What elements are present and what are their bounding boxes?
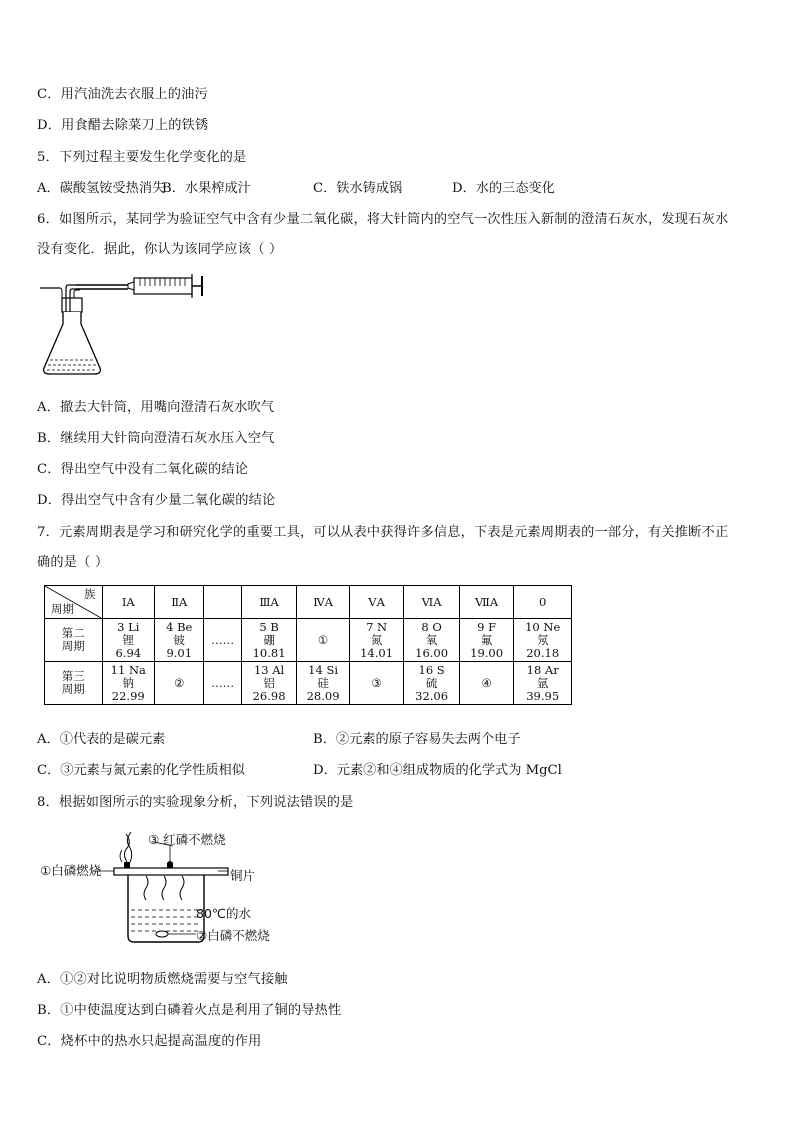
question-7-options-row1	[37, 728, 757, 746]
element-cell: 3 Li 锂 6.94	[102, 619, 154, 662]
corner-label-period: 周期	[51, 602, 74, 616]
element-cell: 18 Ar 氩 39.95	[514, 662, 572, 705]
question-8-stem: 8．根据如图所示的实验现象分析，下列说法错误的是	[37, 795, 354, 810]
combustion-experiment-figure	[36, 824, 296, 948]
blank-element-marker: ②	[155, 662, 204, 705]
ellipsis-cell: ……	[204, 662, 241, 705]
element-cell: 10 Ne 氖 20.18	[514, 619, 572, 662]
table-corner-cell	[45, 586, 103, 619]
question-6-stem-line1: 6．如图所示，某同学为验证空气中含有少量二氧化碳，将大针筒内的空气一次性压入新制的澄清石灰水，发现石灰水	[37, 212, 729, 227]
question-7-stem-line2: 确的是（ ）	[37, 555, 109, 570]
option-b-q7: B．②元素的原子容易失去两个电子	[313, 732, 521, 747]
option-b-q6: B．继续用大针筒向澄清石灰水压入空气	[37, 431, 275, 446]
blank-element-marker: ④	[459, 662, 514, 705]
option-d-q7: D．元素②和④组成物质的化学式为 MgCl	[313, 763, 562, 778]
question-5-options	[37, 177, 757, 195]
question-7-options-row2	[37, 759, 757, 777]
option-c-q6: C．得出空气中没有二氧化碳的结论	[37, 462, 249, 477]
period-label: 第三 周期	[45, 662, 103, 705]
element-cell: 9 F 氟 19.00	[459, 619, 514, 662]
label-red-phosphorus: ③ 红磷不燃烧	[148, 832, 226, 847]
ellipsis-cell: ……	[204, 619, 241, 662]
group-header: ⅤA	[349, 586, 404, 619]
option-d-q4: D．用食醋去除菜刀上的铁锈	[37, 118, 209, 133]
option-a-q8: A．①②对比说明物质燃烧需要与空气接触	[37, 972, 288, 987]
question-5-stem: 5．下列过程主要发生化学变化的是	[37, 150, 247, 165]
element-cell: 7 N 氮 14.01	[349, 619, 404, 662]
option-a-q5: A．碳酸氢铵受热消失	[37, 181, 166, 196]
label-white-phosphorus-not-burning: ②白磷不燃烧	[196, 928, 270, 943]
corner-label-group: 族	[84, 587, 96, 601]
question-6-stem-line2: 没有变化．据此，你认为该同学应该（ ）	[37, 242, 283, 257]
syringe-flask-figure	[36, 268, 216, 378]
question-7-stem-line1: 7．元素周期表是学习和研究化学的重要工具，可以从表中获得许多信息，下表是元素周期表的一部分，有关推断不正	[37, 525, 729, 540]
group-header: 0	[514, 586, 572, 619]
group-header: ⅣA	[297, 586, 349, 619]
option-b-q8: B．①中使温度达到白磷着火点是利用了铜的导热性	[37, 1003, 342, 1018]
group-header: ⅢA	[241, 586, 297, 619]
table-row-period-2	[45, 619, 572, 662]
element-cell: 11 Na 钠 22.99	[102, 662, 154, 705]
option-c-q7: C．③元素与氮元素的化学性质相似	[37, 763, 245, 778]
blank-element-marker: ③	[349, 662, 404, 705]
group-header: ⅡA	[155, 586, 204, 619]
element-cell: 13 Al 铝 26.98	[241, 662, 297, 705]
option-d-q5: D．水的三态变化	[452, 181, 555, 196]
group-header	[204, 586, 241, 619]
option-b-q5: B．水果榨成汁	[162, 181, 251, 196]
element-cell: 8 O 氧 16.00	[404, 619, 460, 662]
option-c-q8: C．烧杯中的热水只起提高温度的作用	[37, 1034, 262, 1049]
table-row-period-3	[45, 662, 572, 705]
label-white-phosphorus-burning: ①白磷燃烧	[40, 863, 102, 878]
period-label: 第二 周期	[45, 619, 103, 662]
option-c-q5: C．铁水铸成锅	[313, 181, 403, 196]
table-header-row	[45, 586, 572, 619]
group-header: ⅠA	[102, 586, 154, 619]
blank-element-marker: ①	[297, 619, 349, 662]
label-hot-water: 80℃的水	[196, 906, 251, 921]
option-a-q6: A．撤去大针筒，用嘴向澄清石灰水吹气	[37, 400, 275, 415]
element-cell: 14 Si 硅 28.09	[297, 662, 349, 705]
element-cell: 5 B 硼 10.81	[241, 619, 297, 662]
option-a-q7: A．①代表的是碳元素	[37, 732, 166, 747]
element-cell: 4 Be 铍 9.01	[155, 619, 204, 662]
option-c-q4: C．用汽油洗去衣服上的油污	[37, 87, 208, 102]
periodic-table-excerpt	[44, 585, 572, 705]
group-header: ⅥA	[404, 586, 460, 619]
label-copper-sheet: 铜片	[230, 868, 256, 883]
option-d-q6: D．得出空气中含有少量二氧化碳的结论	[37, 493, 276, 508]
group-header: ⅦA	[459, 586, 514, 619]
element-cell: 16 S 硫 32.06	[404, 662, 460, 705]
